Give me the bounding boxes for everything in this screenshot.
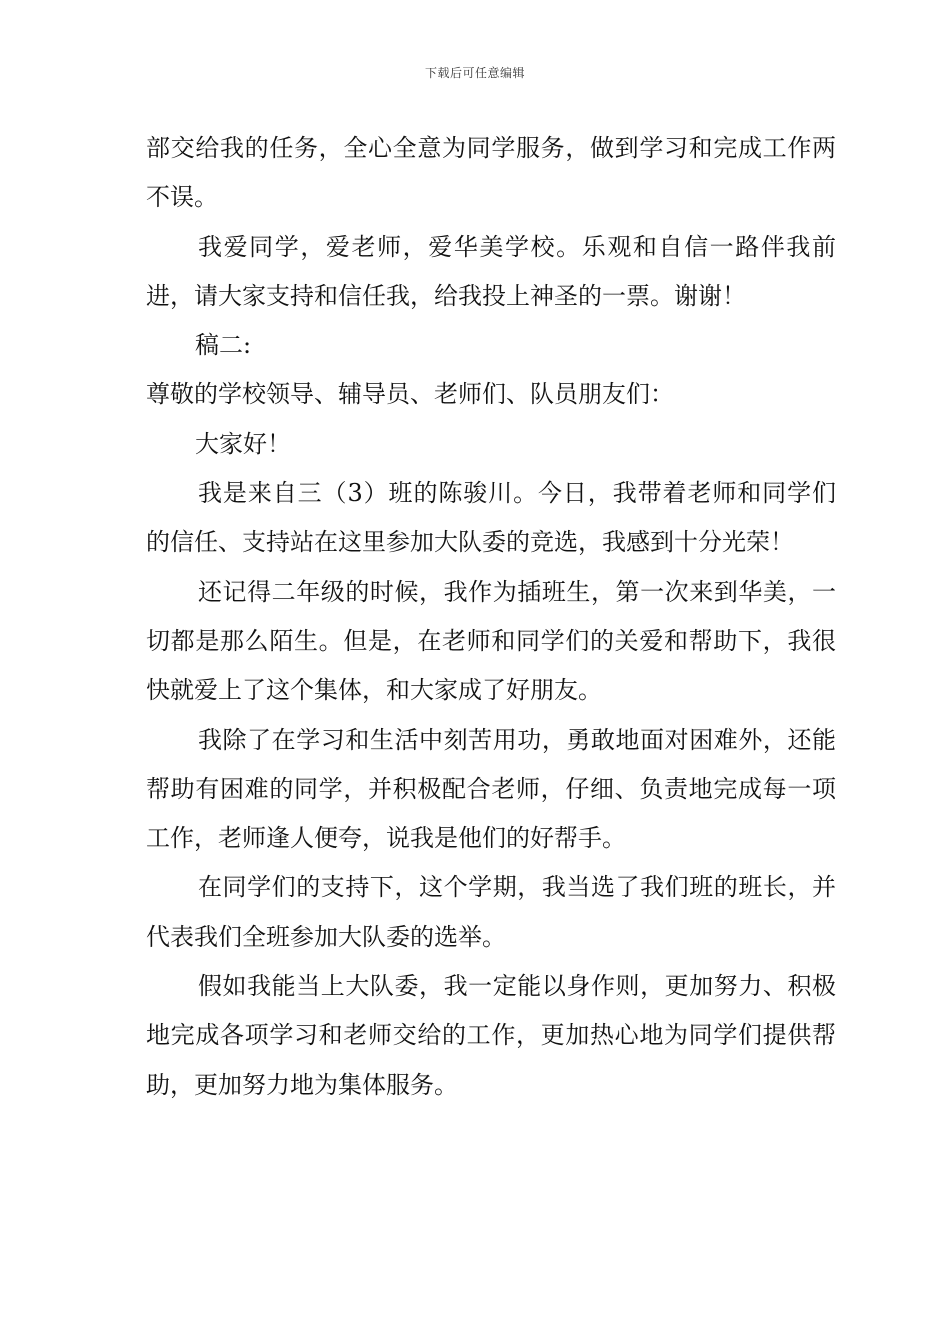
paragraph-8: 我除了在学习和生活中刻苦用功，勇敢地面对困难外，还能帮助有困难的同学，并积极配合老师，仔细、负责地完成每一项工作，老师逢人便夸，说我是他们的好帮手。 <box>146 725 836 853</box>
document-body <box>146 124 836 1110</box>
page-header: 下载后可任意编辑 <box>424 66 525 80</box>
paragraph-7: 还记得二年级的时候，我作为插班生，第一次来到华美，一切都是那么陌生。但是，在老师和同学们的关爱和帮助下，我很快就爱上了这个集体，和大家成了好朋友。 <box>146 577 836 705</box>
section-heading: 稿二: <box>195 331 252 360</box>
paragraph-1: 部交给我的任务，全心全意为同学服务，做到学习和完成工作两不误。 <box>146 134 836 212</box>
salutation: 尊敬的学校领导、辅导员、老师们、队员朋友们： <box>146 380 674 409</box>
paragraph-2: 我爱同学，爱老师，爱华美学校。乐观和自信一路伴我前进，请大家支持和信任我，给我投上神圣的一票。谢谢！ <box>146 232 836 310</box>
paragraph-10: 假如我能当上大队委，我一定能以身作则，更加努力、积极地完成各项学习和老师交给的工作，更加热心地为同学们提供帮助，更加努力地为集体服务。 <box>146 972 836 1099</box>
paragraph-6: 我是来自三（3）班的陈骏川。今日，我带着老师和同学们的信任、支持站在这里参加大队委的竞选，我感到十分光荣！ <box>146 479 836 557</box>
greeting: 大家好！ <box>195 429 291 458</box>
paragraph-9: 在同学们的支持下，这个学期，我当选了我们班的班长，并代表我们全班参加大队委的选举。 <box>146 873 836 951</box>
